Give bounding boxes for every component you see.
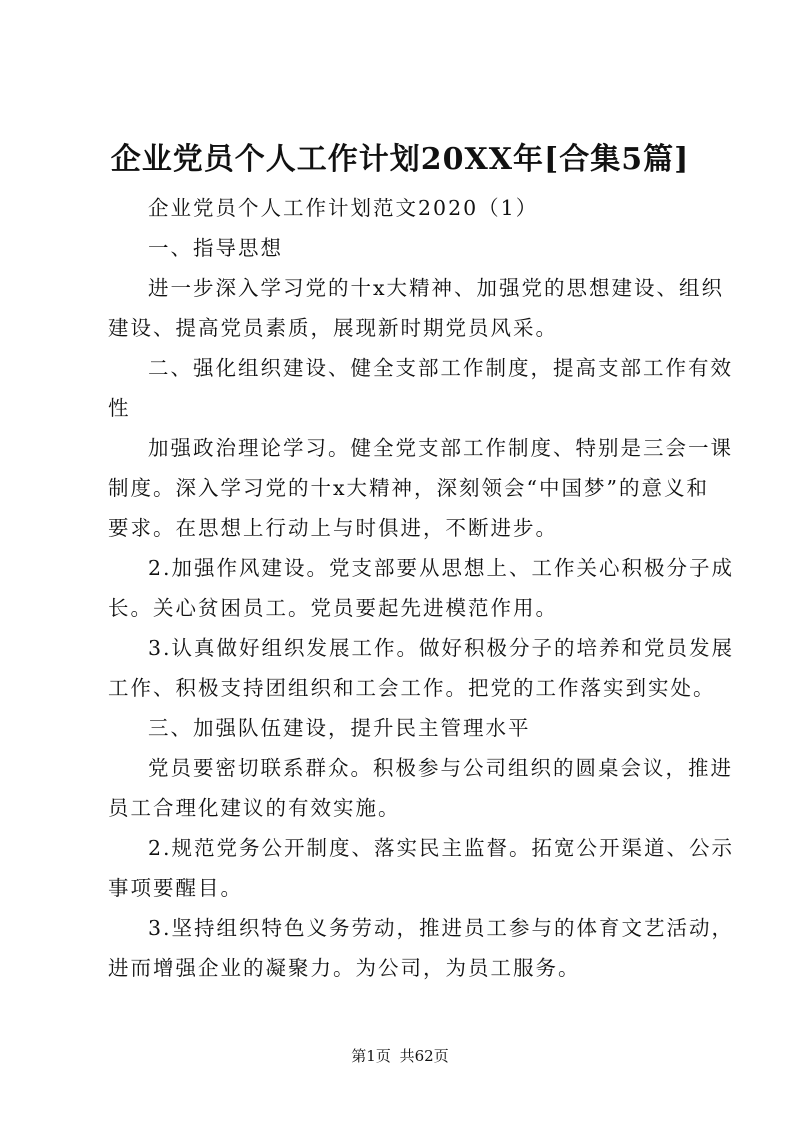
page-total: 共62页 [399, 1047, 449, 1065]
paragraph-line: 员工合理化建议的有效实施。 [108, 796, 401, 820]
paragraph-line: 3.认真做好组织发展工作。做好积极分子的培养和党员发展 [148, 636, 735, 660]
paragraph-line: 加强政治理论学习。健全党支部工作制度、特别是三会一课 [148, 436, 733, 460]
paragraph-line: 3.坚持组织特色义务劳动，推进员工参与的体育文艺活动， [148, 916, 735, 940]
section-heading-2: 二、强化组织建设、健全支部工作制度，提高支部工作有效 [148, 356, 733, 380]
subtitle-line: 企业党员个人工作计划范文2020（1） [148, 196, 539, 220]
page-footer [0, 1045, 800, 1067]
paragraph-line: 进而增强企业的凝聚力。为公司，为员工服务。 [108, 956, 581, 980]
section-heading-1: 一、指导思想 [148, 236, 283, 260]
section-heading-2-cont: 性 [108, 396, 131, 420]
paragraph-line: 党员要密切联系群众。积极参与公司组织的圆桌会议，推进 [148, 756, 733, 780]
section-heading-3: 三、加强队伍建设，提升民主管理水平 [148, 716, 531, 740]
paragraph-line: 制度。深入学习党的十x大精神，深刻领会“中国梦”的意义和 [108, 476, 710, 500]
paragraph-line: 要求。在思想上行动上与时俱进，不断进步。 [108, 516, 558, 540]
paragraph-line: 2.规范党务公开制度、落实民主监督。拓宽公开渠道、公示 [148, 836, 735, 860]
paragraph-line: 长。关心贫困员工。党员要起先进模范作用。 [108, 596, 558, 620]
document-title: 企业党员个人工作计划20XX年[合集5篇] [110, 142, 690, 177]
paragraph-line: 事项要醒目。 [108, 876, 243, 900]
paragraph-line: 进一步深入学习党的十x大精神、加强党的思想建设、组织 [148, 276, 725, 300]
page-number: 第1页 [351, 1047, 391, 1065]
paragraph-line: 2.加强作风建设。党支部要从思想上、工作关心积极分子成 [148, 556, 735, 580]
paragraph-line: 建设、提高党员素质，展现新时期党员风采。 [108, 316, 558, 340]
paragraph-line: 工作、积极支持团组织和工会工作。把党的工作落实到实处。 [108, 676, 716, 700]
